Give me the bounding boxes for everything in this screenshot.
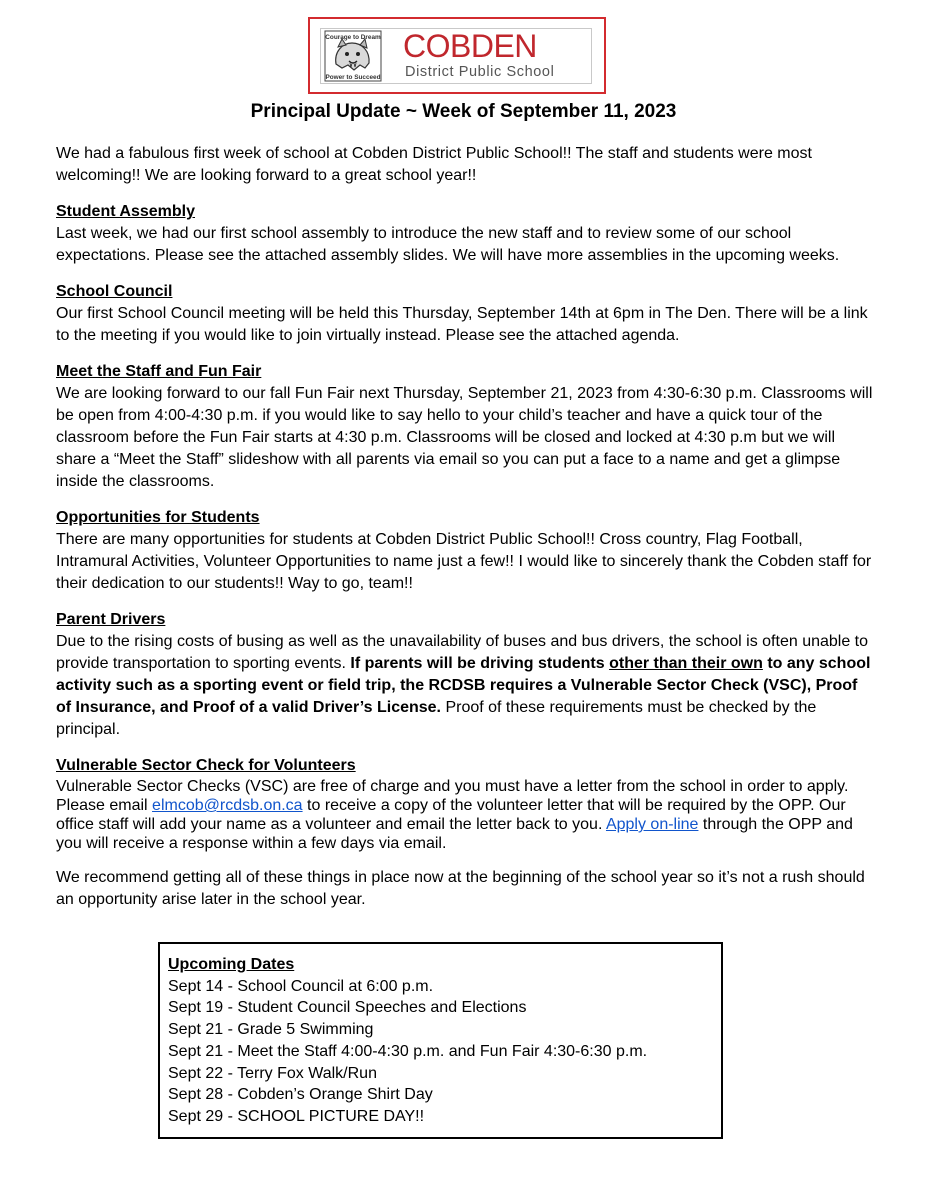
- drivers-text-plain: Due to the rising costs of busing as well as the unavailability of buses and bus drivers, the school is often unable to provide transportation to sporting events.: [56, 633, 869, 672]
- logo-school-name: COBDEN: [403, 28, 537, 64]
- council-body: Our first School Council meeting will be held this Thursday, September 14th at 6pm in The Den. There will be a link to the meeting if you would like to join virtually instead. Please see the attached agenda.: [56, 305, 868, 344]
- school-logo: [308, 17, 606, 94]
- drivers-text-bold-1: If parents will be driving students: [350, 655, 610, 672]
- opportunities-body: There are many opportunities for students at Cobden District Public School!! Cross country, Flag Football, Intramural Activities, Volunteer Opportunities to name just a few!! I would like to sincerely thank the Cobden staff for their dedication to our students!! Way to go, team!!: [56, 531, 872, 592]
- upcoming-dates-heading: Upcoming Dates: [168, 956, 295, 973]
- vsc-body: [56, 777, 876, 853]
- date-item: Sept 21 - Grade 5 Swimming: [168, 1021, 374, 1039]
- vsc-text-3: through the OPP and you will receive a response within a few days via email.: [56, 816, 853, 852]
- opportunities-heading: Opportunities for Students: [56, 509, 260, 526]
- upcoming-dates-box: [158, 942, 723, 1139]
- funfair-body: We are looking forward to our fall Fun Fair next Thursday, September 21, 2023 from 4:30-6:30 p.m. Classrooms will be open from 4:00-4:30 p.m. if you would like to say hello to your child’s teacher and have a quick tour of the classroom before the Fun Fair starts at 4:30 p.m. Classrooms will be closed and locked at 4:30 p.m but we will share a “Meet the Staff” slideshow with all parents via email so you can put a face to a name and get a glimpse inside the classrooms.: [56, 385, 873, 490]
- logo-motto-bottom: Power to Succeed: [325, 74, 381, 81]
- drivers-text-bold-2: to any school activity such as a sporting event or field trip, the RCDSB requires a Vulnerable Sector Check (VSC), Proof of Insurance, and Proof of a valid Driver’s License.: [56, 655, 871, 716]
- assembly-heading: Student Assembly: [56, 203, 195, 220]
- apply-online-link[interactable]: Apply on-line: [605, 816, 699, 833]
- date-item: Sept 19 - Student Council Speeches and Elections: [168, 999, 527, 1017]
- email-link[interactable]: elmcob@rcdsb.on.ca: [152, 797, 303, 814]
- logo-subtitle: District Public School: [405, 64, 555, 80]
- drivers-text-bold-underline: other than their own: [609, 655, 763, 672]
- funfair-heading: Meet the Staff and Fun Fair: [56, 363, 262, 380]
- date-item: Sept 21 - Meet the Staff 4:00-4:30 p.m. and Fun Fair 4:30-6:30 p.m.: [168, 1042, 648, 1060]
- date-item: Sept 29 - SCHOOL PICTURE DAY!!: [168, 1107, 425, 1125]
- drivers-body: [56, 631, 876, 741]
- logo-frame: [320, 28, 592, 84]
- assembly-body: Last week, we had our first school assembly to introduce the new staff and to review some of our school expectations. Please see the attached assembly slides. We will have more assemblies in the upcoming weeks.: [56, 225, 840, 264]
- logo-motto: [324, 30, 382, 82]
- newsletter-body: [56, 143, 876, 911]
- vsc-text-1: Vulnerable Sector Checks (VSC) are free of charge and you must have a letter from the school in order to apply. Please email: [56, 778, 849, 814]
- drivers-text-end: Proof of these requirements must be checked by the principal.: [56, 699, 817, 738]
- vsc-text-2: to receive a copy of the volunteer letter that will be required by the OPP. Our office staff will add your name as a volunteer and email the letter back to you.: [56, 797, 846, 833]
- intro-paragraph: We had a fabulous first week of school at Cobden District Public School!! The staff and students were most welcoming!! We are looking forward to a great school year!!: [56, 145, 812, 184]
- drivers-heading: Parent Drivers: [56, 611, 166, 628]
- council-heading: School Council: [56, 283, 173, 300]
- date-item: Sept 14 - School Council at 6:00 p.m.: [168, 977, 434, 995]
- closing-paragraph: We recommend getting all of these things in place now at the beginning of the school year so it’s not a rush should an opportunity arise later in the school year.: [56, 869, 865, 908]
- vsc-heading: Vulnerable Sector Check for Volunteers: [56, 757, 356, 774]
- page-title: Principal Update ~ Week of September 11, 2023: [250, 101, 677, 122]
- logo-motto-top: Courage to Dream: [325, 34, 381, 41]
- date-item: Sept 22 - Terry Fox Walk/Run: [168, 1064, 377, 1082]
- date-item: Sept 28 - Cobden’s Orange Shirt Day: [168, 1086, 433, 1104]
